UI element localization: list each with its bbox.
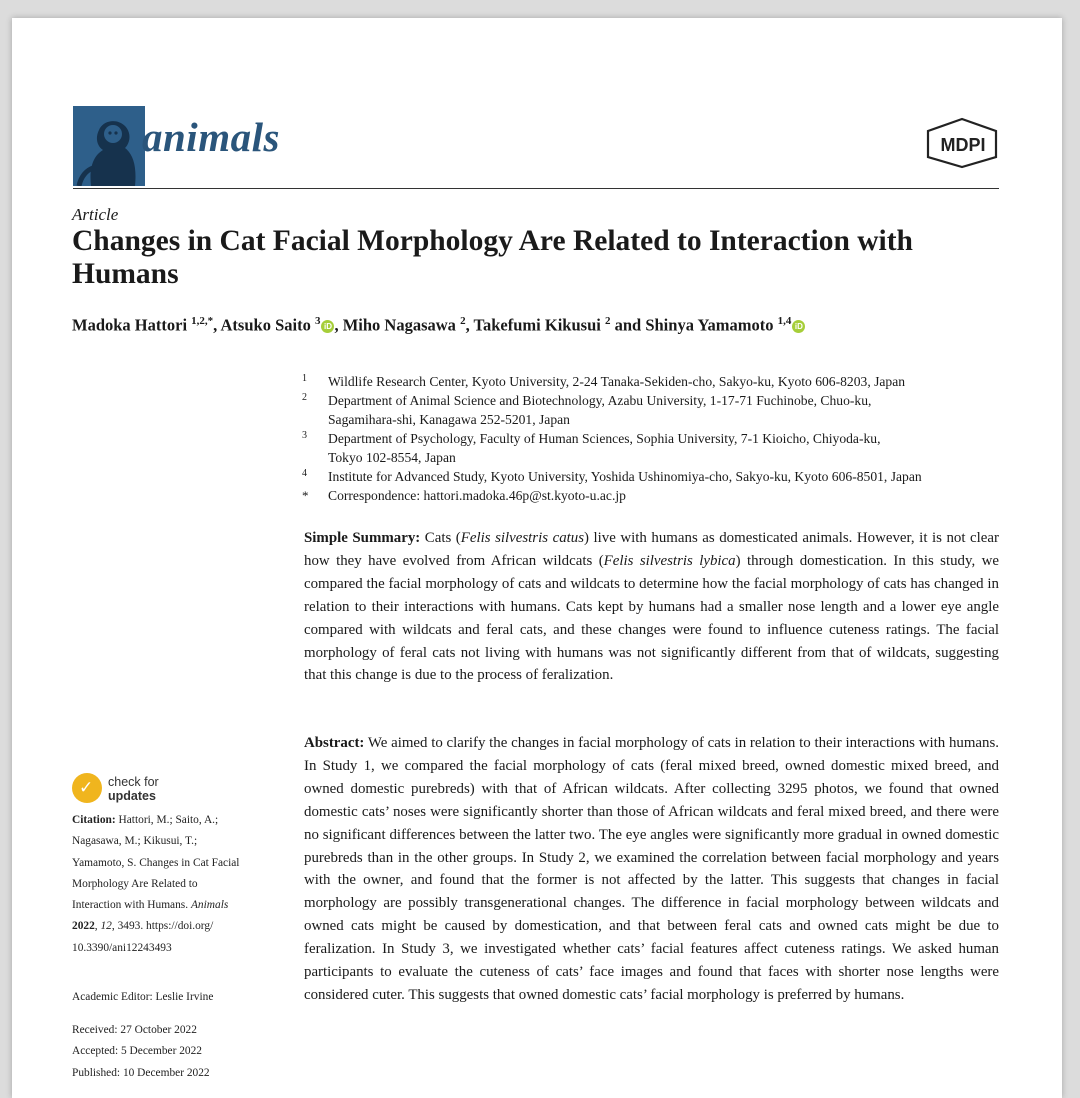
author-affiliation-marker: 3 xyxy=(314,315,321,327)
summary-fragment: Cats ( xyxy=(420,530,461,546)
abstract-text: We aimed to clarify the changes in facial morphology of cats in relation to their interactions with humans. In Study 1, we compared the facial morphology of cats (feral mixed breed, owned domestic mixed breed, and owned domestic purebreds) with that of African wildcats. After collecting 3295 photos, we found that owned domestic cats’ noses were significantly shorter than those of African wildcats and feral mixed breed, and there were no significant differences between the latter two. The eye angles were significantly more gradual in owned domestic purebreds than in the other groups. In Study 2, we examined the correlation between facial morphology and years with the owner, and found that the former is not affected by the latter. This suggests that changes in facial morphology are possibly transgenerational changes. The difference in facial morphology between wildcats and owned cats might be caused by domestication, and that between feral cats and owned cats might be due to feralization. In Study 3, we investigated whether cats’ facial features affect cuteness ratings. We asked human participants to evaluate the cuteness of cats’ face images and found that faces with shorter nose lengths were considered cuter. This suggests that owned domestic cats’ facial morphology is preferred by humans. xyxy=(304,735,999,1003)
author-affiliation-marker: 2 xyxy=(460,315,466,327)
author-name: Madoka Hattori xyxy=(72,315,188,335)
orcid-icon[interactable]: iD xyxy=(321,320,334,333)
citation-fragment: Hattori, M.; Saito, A.; xyxy=(115,814,219,826)
author-name: Miho Nagasawa xyxy=(342,315,456,335)
author-affiliation-marker: 2 xyxy=(604,315,611,327)
summary-fragment: ) live with humans as domesticated animals. However, it is not clear how they have evolved from African wildcats ( xyxy=(304,530,999,569)
affiliation-line: Department of Psychology, Faculty of Human Sciences, Sophia University, 7-1 Kioicho, Chiyoda-ku, xyxy=(328,431,881,446)
citation-line xyxy=(72,874,272,895)
affiliation-number: 4 xyxy=(302,468,307,479)
affiliation-line: Department of Animal Science and Biotechnology, Azabu University, 1-17-71 Fuchinobe, Chuo-ku, xyxy=(328,393,872,408)
affiliation-line: Wildlife Research Center, Kyoto University, 2-24 Tanaka-Sekiden-cho, Sakyo-ku, Kyoto 606-8203, Japan xyxy=(328,374,906,389)
citation-line xyxy=(72,831,272,852)
affiliation-item xyxy=(302,429,1002,467)
citation-line xyxy=(72,853,272,874)
citation-fragment: 10.3390/ani12243493 xyxy=(72,941,172,954)
summary-fragment: Felis silvestris lybica xyxy=(603,552,736,569)
affiliation-item xyxy=(302,391,1002,429)
affiliation-line: Tokyo 102-8554, Japan xyxy=(328,450,456,465)
simple-summary-text xyxy=(304,530,999,683)
affiliation-number: 3 xyxy=(302,430,307,441)
citation-line xyxy=(72,810,272,831)
check-updates-line2: updates xyxy=(108,789,156,803)
affiliation-number: * xyxy=(302,488,309,503)
date-line: Received: 27 October 2022 xyxy=(72,1024,197,1036)
citation-fragment: Yamamoto, S. Changes in Cat Facial xyxy=(72,856,240,869)
affiliation-number: 1 xyxy=(302,373,307,384)
affiliations xyxy=(302,372,1002,505)
simple-summary xyxy=(304,527,999,687)
publisher-name: MDPI xyxy=(940,135,986,155)
citation-line xyxy=(72,895,272,916)
journal-logo-icon xyxy=(73,106,145,186)
citation-fragment: , xyxy=(94,920,101,933)
orcid-icon[interactable]: iD xyxy=(792,320,805,333)
affiliation-line: Institute for Advanced Study, Kyoto University, Yoshida Ushinomiya-cho, Sakyo-ku, Kyoto 606-8501, Japan xyxy=(328,469,922,484)
affiliation-line: Correspondence: hattori.madoka.46p@st.kyoto-u.ac.jp xyxy=(328,488,626,503)
citation-line xyxy=(72,938,272,959)
abstract-label: Abstract: xyxy=(304,735,365,751)
abstract xyxy=(304,732,999,1007)
affiliation-number: 2 xyxy=(302,392,307,403)
author-affiliation-marker: 1,4 xyxy=(777,315,792,327)
affiliation-item xyxy=(302,372,1002,391)
citation-fragment: Nagasawa, M.; Kikusui, T.; xyxy=(72,835,198,848)
summary-fragment: Felis silvestris catus xyxy=(460,530,585,546)
author-list: Madoka Hattori $^{1,2,*}$, Atsuko Saito $^3$ iD , Miho Nagasawa $^2$, Takefumi Kikusui $^2$ and Shinya Yamamoto $^{1,4}$ iD xyxy=(72,315,1002,336)
citation-fragment[interactable]: , 3493. https://doi.org/ xyxy=(111,920,214,933)
publication-dates xyxy=(72,1020,272,1084)
citation-fragment: Morphology Are Related to xyxy=(72,877,198,890)
citation-fragment: Interaction with Humans. xyxy=(72,899,191,912)
simple-summary-label: Simple Summary: xyxy=(304,530,421,546)
check-updates-line1: check for xyxy=(108,775,159,789)
paper-page xyxy=(12,18,1062,1098)
affiliation-item xyxy=(302,486,1002,505)
journal-name: animals xyxy=(142,114,280,160)
citation-fragment: 12 xyxy=(100,920,112,933)
citation-fragment: Citation: xyxy=(72,814,116,826)
author-affiliation-marker: 1,2,* xyxy=(191,315,214,327)
article-type: Article xyxy=(72,205,119,224)
summary-fragment: ) through domestication. In this study, we compared the facial morphology of cats and wildcats to determine how the facial morphology of cats has changed in relation to their interactions with humans. Cats kept by humans had a smaller nose length and a lower eye angle compared with wildcats and feral cats, and these changes were found to influence cuteness ratings. The facial morphology of feral cats not living with humans was not significantly different from that of wildcats, suggesting that this change is due to the process of feralization. xyxy=(304,552,999,684)
citation-fragment: Animals xyxy=(190,899,229,912)
author-name: Shinya Yamamoto xyxy=(645,315,774,335)
citation-line xyxy=(72,916,272,937)
affiliation-item xyxy=(302,467,1002,486)
author-name: Atsuko Saito xyxy=(220,315,311,335)
citation-fragment: 2022 xyxy=(72,920,95,933)
author-name: Takefumi Kikusui xyxy=(473,315,601,335)
citation-block xyxy=(72,810,272,959)
date-line: Published: 10 December 2022 xyxy=(72,1066,210,1079)
academic-editor: Academic Editor: Leslie Irvine xyxy=(72,991,214,1003)
affiliation-line: Sagamihara-shi, Kanagawa 252-5201, Japan xyxy=(328,412,570,427)
date-line: Accepted: 5 December 2022 xyxy=(72,1045,202,1058)
checkmark-icon: ✓ xyxy=(79,778,94,798)
header-rule xyxy=(73,188,999,189)
article-title: Changes in Cat Facial Morphology Are Related to Interaction with Humans xyxy=(72,225,913,290)
